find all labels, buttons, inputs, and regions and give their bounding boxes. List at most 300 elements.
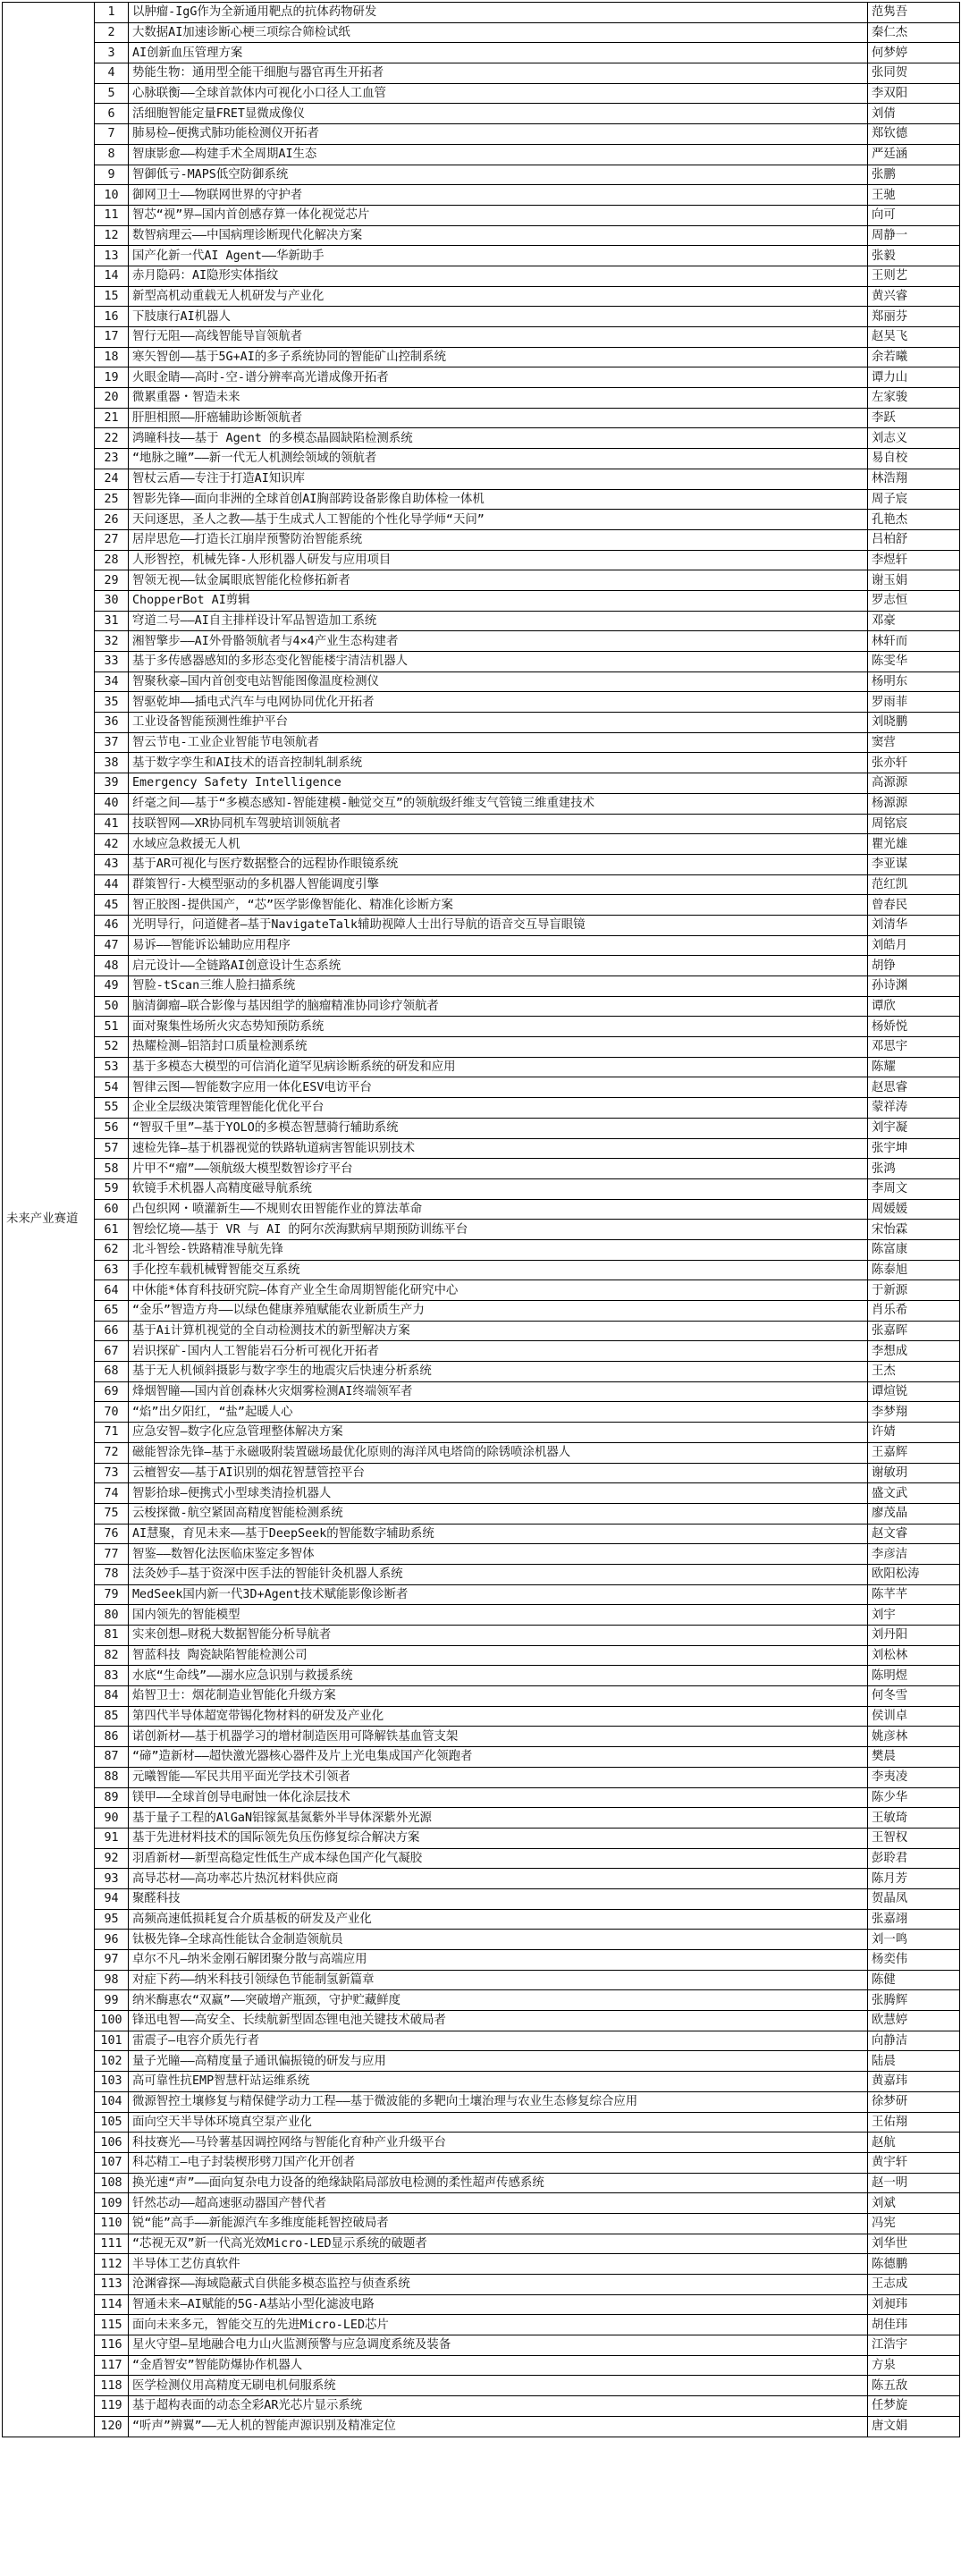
table-row [3, 1747, 960, 1768]
row-number: 30 [95, 590, 129, 611]
row-number: 94 [95, 1888, 129, 1909]
team-leader: 黄宇轩 [868, 2152, 960, 2173]
team-leader: 刘松林 [868, 1645, 960, 1666]
team-leader: 张同贺 [868, 63, 960, 84]
table-row [3, 2396, 960, 2417]
table-row [3, 2072, 960, 2092]
table-row [3, 529, 960, 550]
project-title: 活细胞智能定量FRET显微成像仪 [129, 104, 868, 124]
team-leader: 胡佳玮 [868, 2315, 960, 2335]
table-row [3, 2294, 960, 2315]
row-number: 82 [95, 1645, 129, 1666]
team-leader: 王嘉辉 [868, 1442, 960, 1463]
team-leader: 赵思睿 [868, 1077, 960, 1098]
row-number: 90 [95, 1808, 129, 1829]
table-row [3, 1645, 960, 1666]
row-number: 41 [95, 814, 129, 834]
team-leader: 陈富康 [868, 1239, 960, 1260]
table-row [3, 1017, 960, 1037]
table-row [3, 652, 960, 672]
project-title: 钛极先锋—全球高性能钛合金制造领航员 [129, 1930, 868, 1950]
table-row [3, 935, 960, 956]
project-title: 智脸-tScan三维人脸扫描系统 [129, 976, 868, 997]
project-title: AI创新血压管理方案 [129, 43, 868, 63]
row-number: 107 [95, 2152, 129, 2173]
team-leader: 许婧 [868, 1423, 960, 1443]
project-title: 热耀检测—铝箔封口质量检测系统 [129, 1037, 868, 1058]
table-row [3, 1423, 960, 1443]
team-leader: 窦营 [868, 732, 960, 753]
table-row [3, 1362, 960, 1382]
table-row [3, 144, 960, 165]
project-title: 凸包织网・喷灌新生——不规则农田智能作业的算法革命 [129, 1199, 868, 1220]
row-number: 105 [95, 2112, 129, 2133]
team-leader: 谭煊锐 [868, 1381, 960, 1402]
row-number: 100 [95, 2011, 129, 2031]
team-leader: 宋怡霖 [868, 1220, 960, 1240]
team-leader: 郑丽芬 [868, 307, 960, 327]
team-leader: 刘一鸣 [868, 1930, 960, 1950]
row-number: 88 [95, 1767, 129, 1787]
project-title: 智聚秋豪—国内首创变电站智能图像温度检测仪 [129, 671, 868, 692]
table-row [3, 1341, 960, 1362]
row-number: 115 [95, 2315, 129, 2335]
project-title: 云梭探微-航空紧固高精度智能检测系统 [129, 1503, 868, 1524]
table-row [3, 1057, 960, 1077]
team-leader: 罗雨菲 [868, 692, 960, 713]
row-number: 34 [95, 671, 129, 692]
table-row [3, 550, 960, 570]
row-number: 6 [95, 104, 129, 124]
table-row [3, 1686, 960, 1707]
table-row [3, 1280, 960, 1301]
project-title: “智驭千里”—基于YOLO的多模态智慧骑行辅助系统 [129, 1118, 868, 1138]
project-title: 羽盾新材——新型高稳定性低生产成本绿色国产化气凝胶 [129, 1848, 868, 1869]
row-number: 11 [95, 205, 129, 225]
row-number: 28 [95, 550, 129, 570]
table-row [3, 1239, 960, 1260]
row-number: 38 [95, 753, 129, 773]
row-number: 5 [95, 83, 129, 104]
table-row [3, 1767, 960, 1787]
team-leader: 向可 [868, 205, 960, 225]
project-title: 北斗智绘-铁路精准导航先锋 [129, 1239, 868, 1260]
project-title: 卓尔不凡—纳米金刚石解团聚分散与高端应用 [129, 1950, 868, 1971]
project-title: 聚醛科技 [129, 1888, 868, 1909]
row-number: 93 [95, 1869, 129, 1889]
project-title: 应急安智—数字化应急管理整体解决方案 [129, 1423, 868, 1443]
row-number: 57 [95, 1138, 129, 1159]
table-row [3, 713, 960, 733]
project-title: 诺创新材——基于机器学习的增材制造医用可降解铁基血管支架 [129, 1727, 868, 1747]
row-number: 48 [95, 956, 129, 976]
team-leader: 王驰 [868, 185, 960, 206]
project-title: 智影先锋——面向非洲的全球首创AI胸部跨设备影像自助体检一体机 [129, 489, 868, 510]
team-leader: 李彦洁 [868, 1544, 960, 1565]
table-row [3, 2335, 960, 2356]
team-leader: 陈德鹏 [868, 2254, 960, 2275]
table-row [3, 307, 960, 327]
project-title: 心脉联衡——全球首款体内可视化小口径人工血管 [129, 83, 868, 104]
project-title: “芯视无双”新一代高光效Micro-LED显示系统的破题者 [129, 2234, 868, 2254]
project-title: 高导芯材——高功率芯片热沉材料供应商 [129, 1869, 868, 1889]
table-row [3, 1321, 960, 1341]
project-title: 智正胶图-提供国产，“芯”医学影像智能化、精准化诊断方案 [129, 895, 868, 916]
row-number: 3 [95, 43, 129, 63]
table-row [3, 2416, 960, 2437]
team-leader: 刘华世 [868, 2234, 960, 2254]
table-row [3, 1178, 960, 1199]
team-leader: 张毅 [868, 246, 960, 266]
project-title: 量子光瞳——高精度量子通讯偏振镜的研发与应用 [129, 2051, 868, 2072]
project-title: 智云节电-工业企业智能节电领航者 [129, 732, 868, 753]
project-title: 镁甲——全球首创导电耐蚀一体化涂层技术 [129, 1787, 868, 1808]
row-number: 32 [95, 631, 129, 652]
table-row [3, 205, 960, 225]
team-leader: 陈少华 [868, 1787, 960, 1808]
row-number: 68 [95, 1362, 129, 1382]
team-leader: 陈雯华 [868, 652, 960, 672]
table-row [3, 1220, 960, 1240]
row-number: 52 [95, 1037, 129, 1058]
team-leader: 李双阳 [868, 83, 960, 104]
project-title: 微源智控土壤修复与精保健学动力工程——基于微波能的多靶向土壤治理与农业生态修复综合应用 [129, 2091, 868, 2112]
table-row [3, 1442, 960, 1463]
project-title: 法灸妙手—基于资深中医手法的智能针灸机器人系统 [129, 1564, 868, 1584]
team-leader: 王则艺 [868, 266, 960, 286]
table-row [3, 1706, 960, 1727]
row-number: 26 [95, 510, 129, 530]
row-number: 50 [95, 996, 129, 1017]
team-leader: 陈耀 [868, 1057, 960, 1077]
team-leader: 胡铮 [868, 956, 960, 976]
row-number: 81 [95, 1626, 129, 1646]
table-row [3, 2254, 960, 2275]
table-row [3, 1808, 960, 1829]
team-leader: 谭力山 [868, 367, 960, 388]
row-number: 61 [95, 1220, 129, 1240]
row-number: 1 [95, 3, 129, 23]
table-row [3, 2173, 960, 2193]
table-row [3, 2152, 960, 2173]
row-number: 8 [95, 144, 129, 165]
row-number: 72 [95, 1442, 129, 1463]
table-row [3, 1483, 960, 1504]
table-row [3, 1605, 960, 1626]
team-leader: 王志成 [868, 2275, 960, 2295]
table-row [3, 611, 960, 631]
team-leader: 肖乐希 [868, 1301, 960, 1322]
project-title: 基于Ai计算机视觉的全自动检测技术的新型解决方案 [129, 1321, 868, 1341]
table-row [3, 286, 960, 307]
team-leader: 赵航 [868, 2133, 960, 2153]
project-title: 智鉴——数智化法医临床鉴定多智体 [129, 1544, 868, 1565]
project-title: 第四代半导体超宽带锡化物材料的研发及产业化 [129, 1706, 868, 1727]
project-title: 沧渊睿探——海域隐蔽式自供能多模态监控与侦查系统 [129, 2275, 868, 2295]
team-leader: 何冬雪 [868, 1686, 960, 1707]
team-leader: 易自校 [868, 449, 960, 469]
table-row [3, 1118, 960, 1138]
team-leader: 赵文睿 [868, 1524, 960, 1544]
row-number: 49 [95, 976, 129, 997]
row-number: 4 [95, 63, 129, 84]
team-leader: 郑钦德 [868, 124, 960, 145]
row-number: 95 [95, 1909, 129, 1930]
team-leader: 范红凯 [868, 874, 960, 895]
project-title: 国产化新一代AI Agent——华新助手 [129, 246, 868, 266]
row-number: 40 [95, 793, 129, 814]
row-number: 29 [95, 570, 129, 591]
table-row [3, 388, 960, 409]
project-title: 新型高机动重载无人机研发与产业化 [129, 286, 868, 307]
team-leader: 刘丹阳 [868, 1626, 960, 1646]
row-number: 14 [95, 266, 129, 286]
project-title: AI慧聚，育见未来——基于DeepSeek的智能数字辅助系统 [129, 1524, 868, 1544]
row-number: 37 [95, 732, 129, 753]
team-leader: 徐梦研 [868, 2091, 960, 2112]
project-title: MedSeek国内新一代3D+Agent技术赋能影像诊断者 [129, 1584, 868, 1605]
row-number: 70 [95, 1402, 129, 1423]
row-number: 39 [95, 773, 129, 794]
team-leader: 侯训卓 [868, 1706, 960, 1727]
table-row [3, 1909, 960, 1930]
row-number: 42 [95, 834, 129, 855]
row-number: 73 [95, 1463, 129, 1483]
project-title: 赤月隐码：AI隐形实体指纹 [129, 266, 868, 286]
row-number: 104 [95, 2091, 129, 2112]
project-title: “金盾智安”智能防爆协作机器人 [129, 2355, 868, 2376]
row-number: 12 [95, 225, 129, 246]
team-leader: 刘斌 [868, 2193, 960, 2214]
team-leader: 彭聆君 [868, 1848, 960, 1869]
project-title: 智驱乾坤——插电式汽车与电网协同优化开拓者 [129, 692, 868, 713]
row-number: 69 [95, 1381, 129, 1402]
row-number: 33 [95, 652, 129, 672]
team-leader: 陈明煜 [868, 1666, 960, 1686]
project-title: 易诉——智能诉讼辅助应用程序 [129, 935, 868, 956]
row-number: 60 [95, 1199, 129, 1220]
table-row [3, 631, 960, 652]
table-row [3, 2133, 960, 2153]
row-number: 120 [95, 2416, 129, 2437]
table-row [3, 347, 960, 367]
team-leader: 陈芊芊 [868, 1584, 960, 1605]
project-title: 寒矢智创——基于5G+AI的多子系统协同的智能矿山控制系统 [129, 347, 868, 367]
row-number: 101 [95, 2031, 129, 2051]
project-title: 纳米酶惠农“双赢”——突破增产瓶颈，守护贮藏鲜度 [129, 1990, 868, 2011]
table-row [3, 895, 960, 916]
team-leader: 赵一明 [868, 2173, 960, 2193]
project-title: 势能生物：通用型全能干细胞与器官再生开拓者 [129, 63, 868, 84]
team-leader: 贺晶凤 [868, 1888, 960, 1909]
team-leader: 姚彦林 [868, 1727, 960, 1747]
project-title: 智御低亏-MAPS低空防御系统 [129, 165, 868, 185]
project-title: 智通未来—AI赋能的5G-A基站小型化滤波电路 [129, 2294, 868, 2315]
team-leader: 曾春民 [868, 895, 960, 916]
row-number: 31 [95, 611, 129, 631]
team-leader: 张鹏 [868, 165, 960, 185]
row-number: 63 [95, 1260, 129, 1280]
project-title: 数智病理云——中国病理诊断现代化解决方案 [129, 225, 868, 246]
team-leader: 陈五敌 [868, 2376, 960, 2396]
project-title: 光明导行，问道健者—基于NavigateTalk辅助视障人士出行导航的语音交互导盲眼镜 [129, 915, 868, 935]
row-number: 116 [95, 2335, 129, 2356]
project-title: 国内领先的智能模型 [129, 1605, 868, 1626]
row-number: 55 [95, 1098, 129, 1119]
table-row [3, 449, 960, 469]
project-title: 居岸思危——打造长江崩岸预警防治智能系统 [129, 529, 868, 550]
row-number: 71 [95, 1423, 129, 1443]
team-leader: 刘宇凝 [868, 1118, 960, 1138]
team-leader: 李想成 [868, 1341, 960, 1362]
table-row [3, 469, 960, 489]
row-number: 22 [95, 428, 129, 449]
project-title: 元曦智能——军民共用平面光学技术引领者 [129, 1767, 868, 1787]
row-number: 108 [95, 2173, 129, 2193]
row-number: 109 [95, 2193, 129, 2214]
team-leader: 左家骏 [868, 388, 960, 409]
row-number: 2 [95, 22, 129, 43]
team-leader: 方泉 [868, 2355, 960, 2376]
team-leader: 欧慧婷 [868, 2011, 960, 2031]
team-leader: 邓豪 [868, 611, 960, 631]
project-title: 速检先锋—基于机器视觉的铁路轨道病害智能识别技术 [129, 1138, 868, 1159]
row-number: 47 [95, 935, 129, 956]
row-number: 106 [95, 2133, 129, 2153]
project-title: 水底“生命线”——溺水应急识别与救援系统 [129, 1666, 868, 1686]
table-row [3, 1463, 960, 1483]
team-leader: 邓思宇 [868, 1037, 960, 1058]
row-number: 77 [95, 1544, 129, 1565]
project-title: Emergency Safety Intelligence [129, 773, 868, 794]
row-number: 96 [95, 1930, 129, 1950]
team-leader: 林轩而 [868, 631, 960, 652]
table-row [3, 104, 960, 124]
team-leader: 张亦轩 [868, 753, 960, 773]
table-row [3, 2275, 960, 2295]
table-row [3, 1626, 960, 1646]
team-leader: 孙诗渊 [868, 976, 960, 997]
team-leader: 张嘉翊 [868, 1909, 960, 1930]
table-row [3, 63, 960, 84]
row-number: 9 [95, 165, 129, 185]
row-number: 10 [95, 185, 129, 206]
row-number: 119 [95, 2396, 129, 2417]
row-number: 45 [95, 895, 129, 916]
team-leader: 杨源源 [868, 793, 960, 814]
row-number: 99 [95, 1990, 129, 2011]
roster-body [3, 3, 960, 2437]
table-row [3, 1584, 960, 1605]
row-number: 76 [95, 1524, 129, 1544]
project-title: 半导体工艺仿真软件 [129, 2254, 868, 2275]
team-leader: 蒙祥涛 [868, 1098, 960, 1119]
team-leader: 谢玉娟 [868, 570, 960, 591]
project-title: 鸿瞳科技——基于 Agent 的多模态晶圆缺陷检测系统 [129, 428, 868, 449]
table-row [3, 1260, 960, 1280]
table-row [3, 1564, 960, 1584]
project-title: “碲”造新材——超快激光器核心器件及片上光电集成国产化领跑者 [129, 1747, 868, 1768]
team-leader: 刘清华 [868, 915, 960, 935]
table-row [3, 1930, 960, 1950]
team-leader: 唐文娟 [868, 2416, 960, 2437]
team-leader: 任梦旋 [868, 2396, 960, 2417]
table-row [3, 1787, 960, 1808]
project-title: 大数据AI加速诊断心梗三项综合筛检试纸 [129, 22, 868, 43]
team-leader: 罗志恒 [868, 590, 960, 611]
team-leader: 李夷凌 [868, 1767, 960, 1787]
row-number: 62 [95, 1239, 129, 1260]
project-title: 智杖云盾——专注于打造AI知识库 [129, 469, 868, 489]
table-row [3, 915, 960, 935]
row-number: 65 [95, 1301, 129, 1322]
team-leader: 李梦翔 [868, 1402, 960, 1423]
table-row [3, 834, 960, 855]
team-leader: 张嘉晖 [868, 1321, 960, 1341]
row-number: 98 [95, 1970, 129, 1990]
project-title: 穹道二号——AI自主排样设计军品智造加工系统 [129, 611, 868, 631]
table-row [3, 1950, 960, 1971]
project-title: “听声”辨翼”——无人机的智能声源识别及精准定位 [129, 2416, 868, 2437]
project-title: 锐“能”高手——新能源汽车多维度能耗智控破局者 [129, 2213, 868, 2234]
team-leader: 王佑翔 [868, 2112, 960, 2133]
row-number: 113 [95, 2275, 129, 2295]
project-title: 基于数字孪生和AI技术的语音控制轧制系统 [129, 753, 868, 773]
row-number: 20 [95, 388, 129, 409]
project-title: 手化控车载机械臂智能交互系统 [129, 1260, 868, 1280]
row-number: 51 [95, 1017, 129, 1037]
table-row [3, 1869, 960, 1889]
table-row [3, 854, 960, 874]
project-title: 星火守望—星地融合电力山火监测预警与应急调度系统及装备 [129, 2335, 868, 2356]
team-leader: 刘志义 [868, 428, 960, 449]
table-row [3, 1848, 960, 1869]
project-title: 云檀智安——基于AI识别的烟花智慧管控平台 [129, 1463, 868, 1483]
row-number: 27 [95, 529, 129, 550]
team-leader: 谢敏玥 [868, 1463, 960, 1483]
project-title: 基于超构表面的动态全彩AR光芯片显示系统 [129, 2396, 868, 2417]
project-title: “焰”出夕阳红，“盐”起暖人心 [129, 1402, 868, 1423]
team-leader: 黄兴睿 [868, 286, 960, 307]
table-row [3, 2315, 960, 2335]
team-leader: 吕柏舒 [868, 529, 960, 550]
project-title: 焰智卫士：烟花制造业智能化升级方案 [129, 1686, 868, 1707]
team-leader: 张鸿 [868, 1159, 960, 1179]
row-number: 97 [95, 1950, 129, 1971]
project-title: 工业设备智能预测性维护平台 [129, 713, 868, 733]
project-title: 湘智擎步——AI外骨骼领航者与4×4产业生态构建者 [129, 631, 868, 652]
table-row [3, 1990, 960, 2011]
team-leader: 谭欣 [868, 996, 960, 1017]
project-title: 磁能智涂先锋—基于永磁吸附装置磁场最优化原则的海洋风电塔筒的除锈喷涂机器人 [129, 1442, 868, 1463]
row-number: 43 [95, 854, 129, 874]
table-row [3, 1037, 960, 1058]
project-title: 基于无人机倾斜摄影与数字孪生的地震灾后快速分析系统 [129, 1362, 868, 1382]
team-leader: 黄嘉玮 [868, 2072, 960, 2092]
project-title: 以肿瘤-IgG作为全新通用靶点的抗体药物研发 [129, 3, 868, 23]
table-row [3, 3, 960, 23]
table-row [3, 22, 960, 43]
project-title: 肝胆相照——肝癌辅助诊断领航者 [129, 408, 868, 428]
table-row [3, 428, 960, 449]
team-leader: 李跃 [868, 408, 960, 428]
row-number: 89 [95, 1787, 129, 1808]
table-row [3, 83, 960, 104]
project-title: 基于先进材料技术的国际领先负压伤修复综合解决方案 [129, 1828, 868, 1848]
table-row [3, 1524, 960, 1544]
project-title: 软镜手术机器人高精度磁导航系统 [129, 1178, 868, 1199]
project-title: 人形智控，机械先锋-人形机器人研发与应用项目 [129, 550, 868, 570]
